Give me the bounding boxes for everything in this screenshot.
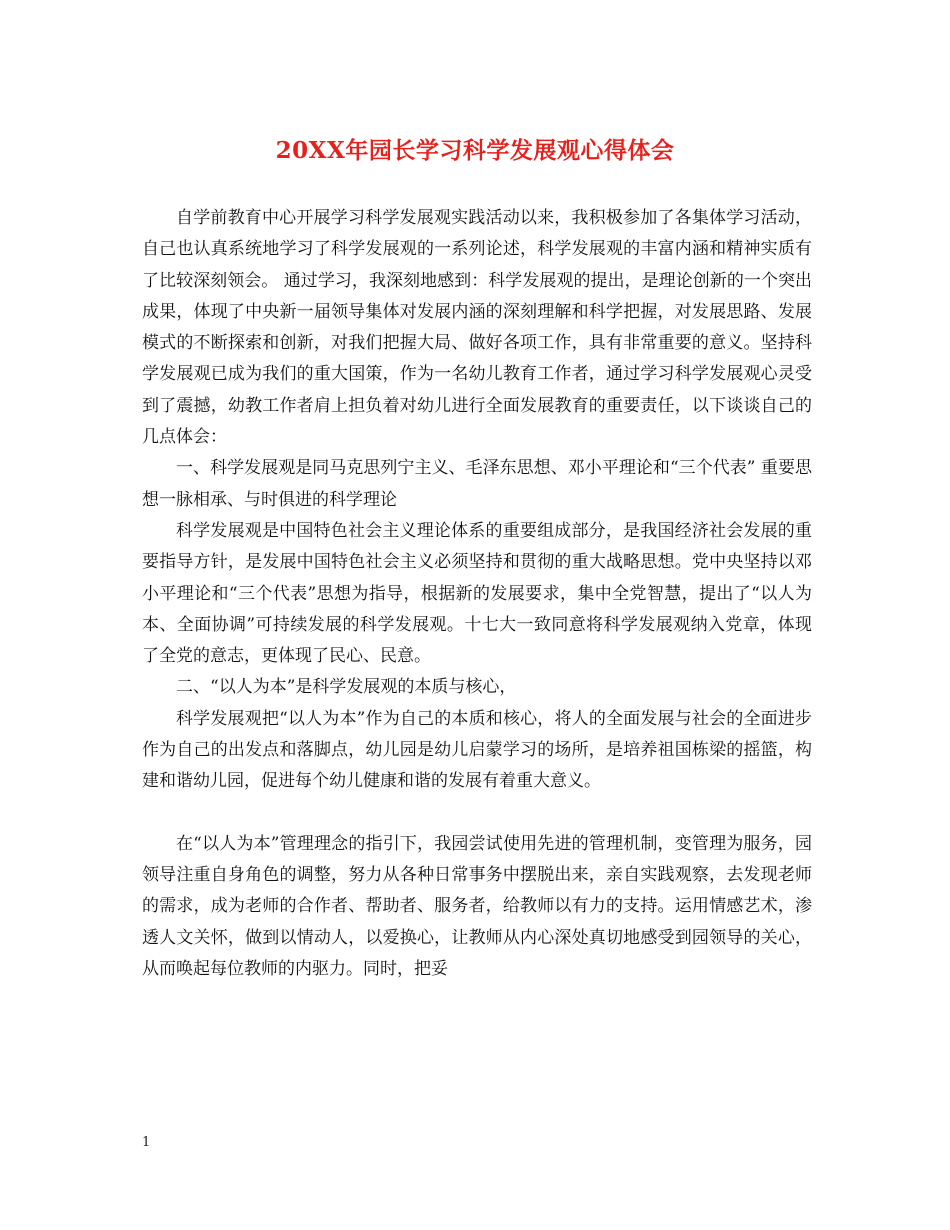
- document-body: [142, 203, 812, 985]
- section-heading-2: 二、“以人为本”是科学发展观的本质与核心，: [176, 677, 517, 698]
- paragraph-section-1: 科学发展观是中国特色社会主义理论体系的重要组成部分，是我国经济社会发展的重要指导方针，是发展中国特色社会主义必须坚持和贯彻的重大战略思想。党中央坚持以邓小平理论和“三个代表”思想为指导，根据新的发展要求，集中全党智慧，提出了“以人为本、全面协调”可持续发展的科学发展观。十七大一致同意将科学发展观纳入党章，体现了全党的意志，更体现了民心、民意。: [142, 520, 812, 667]
- paragraph-spacer: [142, 798, 812, 829]
- paragraph-intro: 自学前教育中心开展学习科学发展观实践活动以来，我积极参加了各集体学习活动，自己也认真系统地学习了科学发展观的一系列论述，科学发展观的丰富内涵和精神实质有了比较深刻领会。 通过学习，我深刻地感到：科学发展观的提出，是理论创新的一个突出成果，体现了中央新一届领导集体对发展内涵的深刻理解和科学把握，对发展思路、发展模式的不断探索和创新，对我们把握大局、做好各项工作，具有非常重要的意义。坚持科学发展观已成为我们的重大国策，作为一名幼儿教育工作者，通过学习科学发展观心灵受到了震撼，幼教工作者肩上担负着对幼儿进行全面发展教育的重要责任，以下谈谈自己的几点体会：: [142, 208, 812, 448]
- paragraph-section-2: 科学发展观把“以人为本”作为自己的本质和核心，将人的全面发展与社会的全面进步作为自己的出发点和落脚点，幼儿园是幼儿启蒙学习的场所，是培养祖国栋梁的摇篮，构建和谐幼儿园，促进每个幼儿健康和谐的发展有着重大意义。: [142, 708, 812, 792]
- section-heading-1: 一、科学发展观是同马克思列宁主义、毛泽东思想、邓小平理论和“三个代表” 重要思想一脉相承、与时俱进的科学理论: [142, 458, 812, 510]
- document-title: 20XX年园长学习科学发展观心得体会: [275, 137, 675, 164]
- paragraph-management: 在“以人为本”管理理念的指引下，我园尝试使用先进的管理机制，变管理为服务，园领导注重自身角色的调整，努力从各种日常事务中摆脱出来，亲自实践观察，去发现老师的需求，成为老师的合作者、帮助者、服务者，给教师以有力的支持。运用情感艺术，渗透人文关怀，做到以情动人，以爱换心，让教师从内心深处真切地感受到园领导的关心，从而唤起每位教师的内驱力。同时，把妥: [142, 833, 812, 979]
- page-number: 1: [142, 1135, 151, 1150]
